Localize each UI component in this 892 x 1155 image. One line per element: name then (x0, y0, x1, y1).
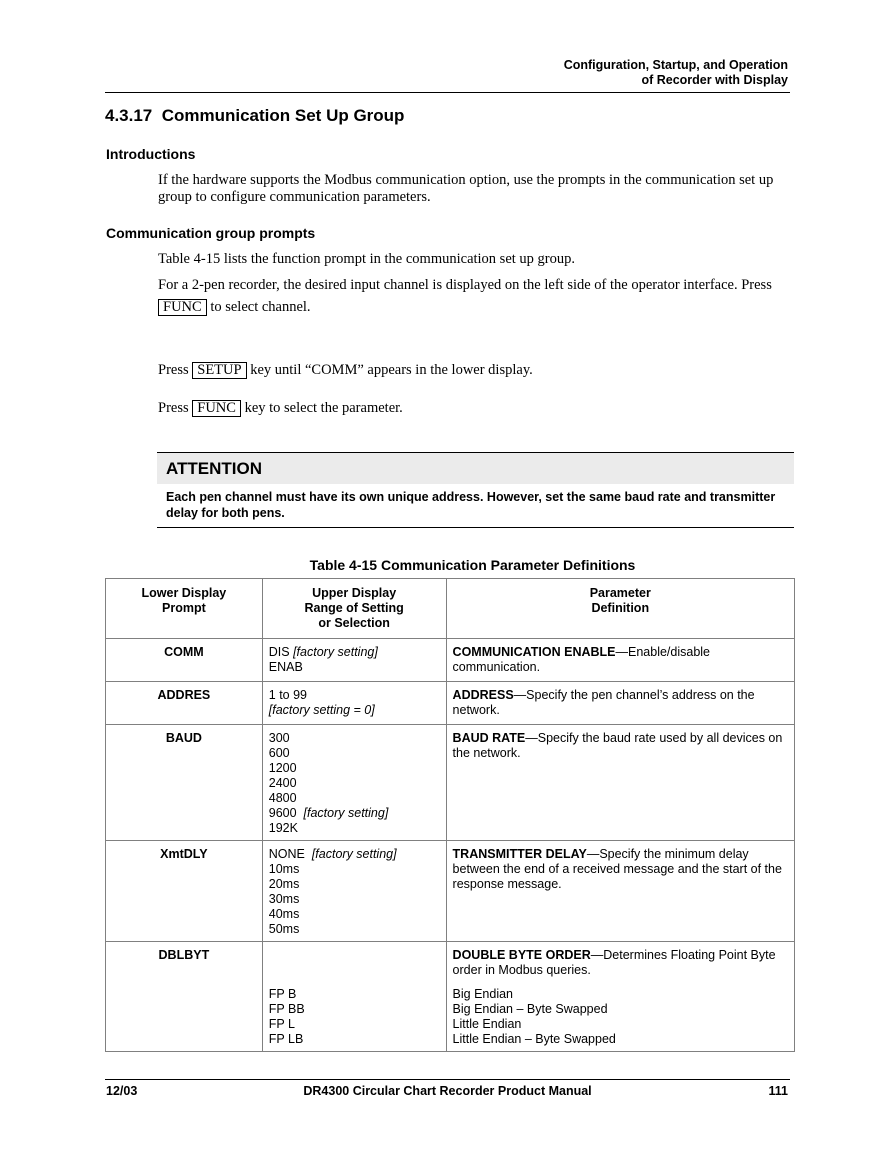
header-text: Definition (591, 601, 650, 615)
range-value: 1200 (268, 761, 297, 775)
definition-cell (446, 682, 794, 725)
definition-title: ADDRESS (452, 688, 514, 702)
setup-key: SETUP (192, 362, 246, 379)
attention-box (157, 452, 794, 528)
range-cell (262, 942, 446, 1052)
definition-text: —Specify the baud rate used by all devices on the network. (452, 731, 783, 760)
range-cell (262, 725, 446, 841)
definition-text: —Specify the pen channel’s address on the network. (452, 688, 755, 717)
byte-order-option: Big Endian (452, 987, 514, 1001)
byte-order-option: Big Endian – Byte Swapped (452, 1002, 608, 1016)
header-text: Lower Display (141, 586, 227, 600)
range-value (269, 645, 440, 660)
prompt-cell: DBLBYT (106, 942, 263, 1052)
factory-note: [factory setting] (303, 806, 389, 820)
header-lower-display-prompt (106, 579, 263, 639)
header-text: Upper Display (312, 586, 397, 600)
range-value: 192K (268, 821, 298, 835)
factory-note: [factory setting] (311, 847, 397, 861)
intro-paragraph: If the hardware supports the Modbus communication option, use the prompts in the communication set up group to configure communication parameters. (158, 172, 774, 205)
range-value: FP LB (268, 1032, 304, 1046)
definition-cell (446, 841, 794, 942)
range-value: 20ms (268, 877, 300, 891)
prompts-paragraph-2 (158, 277, 788, 316)
header-upper-display-range (262, 579, 446, 639)
range-value: 1 to 99 (268, 688, 307, 702)
table-row (106, 725, 795, 841)
prompt-cell: ADDRES (106, 682, 263, 725)
range-value: 2400 (268, 776, 297, 790)
definition-text: —Determines Floating Point Byte order in Modbus queries. (452, 948, 776, 977)
parameter-table (105, 578, 795, 1052)
factory-note: [factory setting] (293, 645, 378, 659)
definition-title: BAUD RATE (452, 731, 526, 745)
range-cell (262, 841, 446, 942)
definition-text: —Enable/disable communication. (452, 645, 711, 674)
byte-order-option: Little Endian – Byte Swapped (452, 1032, 616, 1046)
range-value: FP B (268, 987, 297, 1001)
range-cell (262, 682, 446, 725)
table-row (106, 841, 795, 942)
prompts-paragraph-4 (158, 400, 788, 417)
range-text: NONE (268, 847, 312, 861)
range-value: FP BB (268, 1002, 305, 1016)
running-header-line-1: Configuration, Startup, and Operation (563, 58, 788, 72)
table-row (106, 942, 795, 1052)
byte-order-option: Little Endian (452, 1017, 522, 1031)
definition-text: —Specify the minimum delay between the end of a received message and the start of the response message. (452, 847, 782, 891)
prompt-cell: BAUD (106, 725, 263, 841)
func-key-2: FUNC (192, 400, 241, 417)
range-value: FP L (268, 1017, 295, 1031)
definition-lead (453, 948, 788, 978)
header-text: Range of Setting (304, 601, 404, 615)
header-rule (105, 92, 790, 93)
range-cell (262, 639, 446, 682)
header-text: Parameter (589, 586, 651, 600)
table-header-row (106, 579, 795, 639)
range-value (269, 847, 440, 862)
prompts-paragraph-2-tail: to select channel. (210, 299, 311, 315)
definition-title: DOUBLE BYTE ORDER (452, 948, 591, 962)
range-text: DIS (268, 645, 294, 659)
page-number: 111 (768, 1084, 788, 1098)
header-text: or Selection (318, 616, 390, 630)
prompts-paragraph-3-pre: Press (158, 362, 189, 378)
running-header-line-2: of Recorder with Display (641, 73, 788, 87)
definition-title: TRANSMITTER DELAY (452, 847, 587, 861)
range-value: 300 (268, 731, 290, 745)
func-key: FUNC (158, 299, 207, 316)
section-heading (105, 106, 404, 126)
definition-cell (446, 725, 794, 841)
prompt-cell: XmtDLY (106, 841, 263, 942)
range-value: ENAB (268, 660, 303, 674)
definition-cell (446, 639, 794, 682)
prompt-cell: COMM (106, 639, 263, 682)
attention-title: ATTENTION (166, 459, 263, 478)
table-caption: Table 4-15 Communication Parameter Definitions (309, 557, 636, 573)
prompts-paragraph-2-text: For a 2-pen recorder, the desired input channel is displayed on the left side of the operator interface. Press (158, 277, 772, 293)
factory-note: [factory setting = 0] (268, 703, 375, 717)
definition-cell (446, 942, 794, 1052)
range-text: 9600 (268, 806, 304, 820)
range-value: 40ms (268, 907, 300, 921)
definition-title: COMMUNICATION ENABLE (452, 645, 616, 659)
range-value: 600 (268, 746, 290, 760)
range-value: 50ms (268, 922, 300, 936)
prompts-paragraph-4-pre: Press (158, 400, 189, 416)
prompts-heading: Communication group prompts (106, 225, 316, 241)
range-value: 10ms (268, 862, 300, 876)
section-title: Communication Set Up Group (161, 106, 405, 125)
header-text: Prompt (162, 601, 206, 615)
range-value: 4800 (268, 791, 297, 805)
spacer (453, 978, 788, 987)
attention-text: Each pen channel must have its own unique address. However, set the same baud rate and transmitter delay for both pens. (166, 490, 776, 520)
range-value: 30ms (268, 892, 300, 906)
footer-date: 12/03 (106, 1084, 138, 1098)
footer-title: DR4300 Circular Chart Recorder Product Manual (303, 1084, 592, 1098)
header-parameter-definition (446, 579, 794, 639)
running-header (105, 58, 788, 88)
table-row (106, 639, 795, 682)
prompts-paragraph-3 (158, 362, 788, 379)
footer-rule (105, 1079, 790, 1080)
range-value (269, 806, 440, 821)
table-row (106, 682, 795, 725)
prompts-paragraph-1: Table 4-15 lists the function prompt in the communication set up group. (158, 251, 575, 267)
section-number: 4.3.17 (105, 106, 153, 125)
prompts-paragraph-3-tail: key until “COMM” appears in the lower display. (250, 362, 533, 378)
prompts-paragraph-4-tail: key to select the parameter. (244, 400, 403, 416)
intro-heading: Introductions (106, 146, 196, 162)
